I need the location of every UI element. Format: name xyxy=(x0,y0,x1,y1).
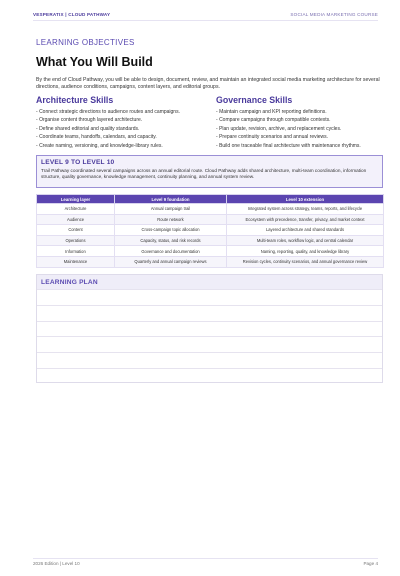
list-item: - Create naming, versioning, and knowledge-library rules. xyxy=(36,142,204,150)
table-cell: Governance and documentation xyxy=(115,246,227,257)
governance-skills-list xyxy=(216,108,384,150)
list-item: - Organise content through layered architecture. xyxy=(36,116,204,124)
table-cell: Annual campaign trail xyxy=(115,204,227,215)
plan-blank-row xyxy=(37,321,382,337)
table-cell: Maintenance xyxy=(37,256,115,267)
table-cell: Integrated system across strategy, teams, reports, and lifecycle xyxy=(227,204,384,215)
callout-text: Trail Pathway coordinated several campaigns across an annual editorial route. Cloud Pathway adds shared architecture, multi-team coordination, information structure, quality governance, knowledge management, continuity planning, and annual system review. xyxy=(41,168,367,179)
learning-plan-box xyxy=(36,274,383,383)
table-header-row xyxy=(37,195,384,204)
list-item: - Prepare continuity scenarios and annual reviews. xyxy=(216,133,384,141)
plan-blank-row xyxy=(37,336,382,352)
level-transition-callout xyxy=(36,155,383,188)
architecture-skills-heading: Architecture Skills xyxy=(36,95,114,105)
table-cell: Architecture xyxy=(37,204,115,215)
brand-label: VESPERATIX | CLOUD PATHWAY xyxy=(33,11,111,17)
plan-blank-row xyxy=(37,289,382,305)
page-header xyxy=(33,8,378,20)
column-header: Level 9 foundation xyxy=(115,195,227,204)
governance-skills-heading: Governance Skills xyxy=(216,95,293,105)
table-cell: Content xyxy=(37,225,115,236)
column-header: Learning layer xyxy=(37,195,115,204)
page-footer xyxy=(33,561,378,566)
table-cell: Cross-campaign topic allocation xyxy=(115,225,227,236)
plan-blank-row xyxy=(37,368,382,384)
architecture-skills-column xyxy=(36,95,204,150)
course-label: SOCIAL MEDIA MARKETING COURSE xyxy=(290,11,378,17)
footer-divider xyxy=(33,558,378,559)
column-header: Level 10 extension xyxy=(227,195,384,204)
table-cell: Information xyxy=(37,246,115,257)
callout-heading: LEVEL 9 TO LEVEL 10 xyxy=(41,159,115,166)
table-cell: Capacity, status, and risk records xyxy=(115,235,227,246)
table-cell: Naming, reporting, quality, and knowledge library xyxy=(227,246,384,257)
governance-skills-column xyxy=(216,95,384,150)
edition-label: 2026 Edition | Level 10 xyxy=(33,561,80,566)
level-comparison-table xyxy=(36,194,384,268)
table-row xyxy=(37,246,384,257)
header-divider xyxy=(33,20,378,21)
table-row xyxy=(37,204,384,215)
table-cell: Route network xyxy=(115,214,227,225)
list-item: - Coordinate teams, handoffs, calendars, and capacity. xyxy=(36,133,204,141)
plan-blank-row xyxy=(37,352,382,368)
table-cell: Revision cycles, continuity scenarios, and annual governance review xyxy=(227,256,384,267)
list-item: - Define shared editorial and quality standards. xyxy=(36,125,204,133)
table-cell: Ecosystem with precedence, transfer, privacy, and market context xyxy=(227,214,384,225)
plan-blank-row xyxy=(37,305,382,321)
architecture-skills-list xyxy=(36,108,204,150)
table-cell: Quarterly and annual campaign reviews xyxy=(115,256,227,267)
table-cell: Audience xyxy=(37,214,115,225)
list-item: - Maintain campaign and KPI reporting definitions. xyxy=(216,108,384,116)
table-cell: Layered architecture and shared standards xyxy=(227,225,384,236)
list-item: - Plan update, revision, archive, and replacement cycles. xyxy=(216,125,384,133)
section-kicker: LEARNING OBJECTIVES xyxy=(36,38,135,47)
table-row xyxy=(37,235,384,246)
table-row xyxy=(37,214,384,225)
table-row xyxy=(37,225,384,236)
intro-paragraph: By the end of Cloud Pathway, you will be able to design, document, review, and maintain an integrated social media marketing architecture for several directions, audience conditions, campaigns, content layers, and editorial groups. xyxy=(36,77,380,90)
list-item: - Connect strategic directions to audience routes and campaigns. xyxy=(36,108,204,116)
table-cell: Operations xyxy=(37,235,115,246)
learning-plan-heading: LEARNING PLAN xyxy=(37,275,382,289)
page-title: What You Will Build xyxy=(36,55,153,69)
list-item: - Compare campaigns through compatible contexts. xyxy=(216,116,384,124)
table-row xyxy=(37,256,384,267)
list-item: - Build one traceable final architecture with maintenance rhythms. xyxy=(216,142,384,150)
table-cell: Multi-team roles, workflow logic, and central calendar xyxy=(227,235,384,246)
page-number: Page 4 xyxy=(363,561,378,566)
